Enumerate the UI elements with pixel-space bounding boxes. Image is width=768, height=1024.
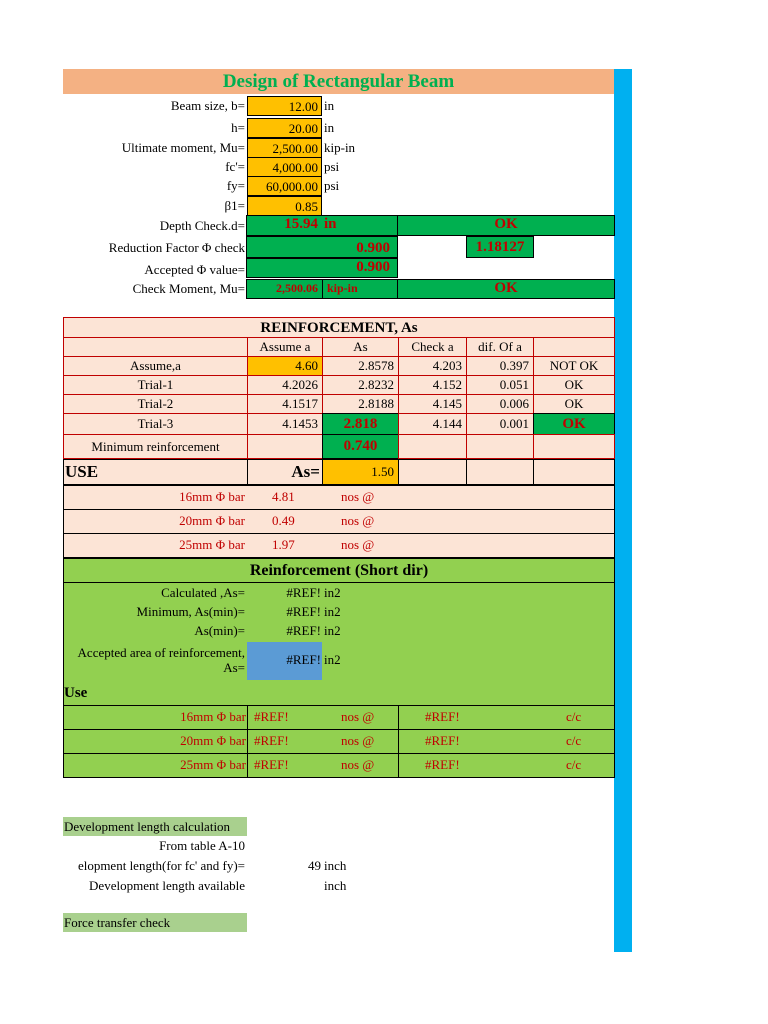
short-bar-label: 25mm Φ bar [180,757,246,772]
short-bar-unit: c/c [566,709,582,724]
table-row-assume-a: 4.2026 [247,375,323,395]
reduction-factor-extra[interactable]: 1.18127 [466,236,534,258]
table-row-label: Trial-2 [63,394,248,414]
beta1-cell[interactable]: 0.85 [247,196,322,216]
depth-check-label: Depth Check.d= [159,218,245,233]
table-row-status-final: OK [533,413,615,435]
short-dir-use-label: Use [64,685,88,701]
accepted-phi-value: 0.900 [356,259,390,275]
short-bar-divider [398,753,399,778]
bar-row-value[interactable]: 1.97 [272,537,295,552]
short-dir-accepted-unit: in2 [324,652,341,667]
table-row-as: 2.8578 [322,356,399,376]
beam-height-cell[interactable]: 20.00 [247,118,322,138]
use-blank-1 [398,459,467,485]
short-bar-unit: c/c [566,733,582,748]
short-bar-value[interactable]: #REF! [254,709,289,724]
table-row-status: OK [533,394,615,414]
depth-check-status: OK [494,216,518,232]
reinf-header-assume-a: Assume a [247,337,323,357]
short-bar-divider [247,753,248,778]
reinf-header-as: As [322,337,399,357]
as-value-cell[interactable]: 1.50 [322,459,399,485]
short-dir-minimum-value[interactable]: #REF! [286,604,321,619]
sheet-title: Design of Rectangular Beam [63,69,614,94]
fy-label: fy= [226,178,245,193]
short-bar-spacing[interactable]: #REF! [425,757,460,772]
short-dir-accepted-label-2: As= [223,660,245,675]
table-row-check-a: 4.152 [398,375,467,395]
bar-row-nos: nos @ [341,537,375,552]
bar-row-value[interactable]: 0.49 [272,513,295,528]
check-moment-divider-1 [322,279,323,299]
as-label: As= [247,459,323,485]
bar-row-value[interactable]: 4.81 [272,489,295,504]
fc-cell[interactable]: 4,000.00 [247,157,322,177]
development-available-unit: inch [324,878,347,893]
bar-row-nos: nos @ [341,513,375,528]
development-length-label: elopment length(for fc' and fy)= [77,858,245,873]
development-available-label: Development length available [89,878,245,893]
min-reinforcement-blank-2 [398,434,467,459]
bar-row-nos: nos @ [341,489,375,504]
short-bar-unit: c/c [566,757,582,772]
fc-unit: psi [324,159,340,174]
ultimate-moment-cell[interactable]: 2,500.00 [247,138,322,158]
table-row-assume-a: 4.1453 [247,413,323,435]
table-row-label: Trial-1 [63,375,248,395]
short-dir-accepted-label-1: Accepted area of reinforcement, [77,645,245,660]
table-row-as: 2.8232 [322,375,399,395]
table-row-check-a: 4.145 [398,394,467,414]
short-bar-value[interactable]: #REF! [254,757,289,772]
short-bar-divider [247,729,248,754]
check-moment-unit: kip-in [327,281,358,295]
bar-row-label: 25mm Φ bar [179,537,245,552]
short-dir-minimum-label: Minimum, As(min)= [136,604,245,619]
beam-height-unit: in [324,120,335,135]
check-moment-value[interactable]: 2,500.06 [276,281,318,295]
short-bar-nos: nos @ [341,733,375,748]
reinforcement-title: REINFORCEMENT, As [63,317,615,338]
force-transfer-title: Force transfer check [63,913,247,932]
short-dir-title: Reinforcement (Short dir) [63,558,615,583]
short-dir-asmin-value[interactable]: #REF! [286,623,321,638]
short-bar-spacing[interactable]: #REF! [425,709,460,724]
short-dir-calculated-label: Calculated ,As= [161,585,245,600]
use-blank-3 [533,459,615,485]
short-bar-nos: nos @ [341,757,375,772]
reduction-factor-value: 0.900 [356,240,390,256]
short-bar-spacing[interactable]: #REF! [425,733,460,748]
fc-label: fc'= [225,159,245,174]
table-row-label: Assume,a [63,356,248,376]
beam-width-unit: in [324,98,335,113]
min-reinforcement-blank-1 [247,434,323,459]
beam-width-cell[interactable]: 12.00 [247,96,322,116]
bar-row-label: 20mm Φ bar [179,513,245,528]
reinf-header-status [533,337,615,357]
short-bar-value[interactable]: #REF! [254,733,289,748]
right-edge-bar [614,69,632,952]
min-reinforcement-label: Minimum reinforcement [63,434,248,459]
accepted-phi-label: Accepted Φ value= [144,262,245,277]
table-row-status: OK [533,375,615,395]
reinf-header-check-a: Check a [398,337,467,357]
fy-unit: psi [324,178,340,193]
short-dir-asmin-unit: in2 [324,623,341,638]
reinf-header-blank [63,337,248,357]
use-blank-2 [466,459,534,485]
short-dir-accepted-value[interactable]: #REF! [247,642,322,680]
beta1-label: β1= [224,198,245,213]
short-bar-nos: nos @ [341,709,375,724]
min-reinforcement-blank-3 [466,434,534,459]
short-bar-divider [398,729,399,754]
table-row-check-a: 4.203 [398,356,467,376]
short-dir-minimum-unit: in2 [324,604,341,619]
table-row-as: 2.8188 [322,394,399,414]
table-row-label: Trial-3 [63,413,248,435]
short-dir-asmin-label: As(min)= [194,623,245,638]
table-row-as-final[interactable]: 2.818 [322,413,399,435]
short-bar-divider [247,705,248,730]
ultimate-moment-label: Ultimate moment, Mu= [121,140,245,155]
check-moment-status: OK [494,280,518,296]
table-row-dif-a: 0.006 [466,394,534,414]
check-moment-label: Check Moment, Mu= [132,281,245,296]
reduction-factor-label: Reduction Factor Φ check [108,240,245,255]
table-row-dif-a: 0.051 [466,375,534,395]
development-length-unit: inch [324,858,347,873]
fy-cell[interactable]: 60,000.00 [247,176,322,196]
beam-width-label: Beam size, b= [170,98,245,113]
table-row-assume-a: 4.1517 [247,394,323,414]
table-row-dif-a: 0.397 [466,356,534,376]
short-bar-label: 16mm Φ bar [180,709,246,724]
development-length-value[interactable]: 49 [308,858,321,873]
beam-height-label: h= [231,120,245,135]
table-row-dif-a: 0.001 [466,413,534,435]
reinf-header-dif-a: dif. Of a [466,337,534,357]
depth-check-unit: in [324,216,337,232]
min-reinforcement-value[interactable]: 0.740 [322,434,399,459]
from-table-label: From table A-10 [159,838,245,853]
table-row-status: NOT OK [533,356,615,376]
short-bar-divider [398,705,399,730]
short-dir-calculated-unit: in2 [324,585,341,600]
ultimate-moment-unit: kip-in [324,140,356,155]
short-bar-label: 20mm Φ bar [180,733,246,748]
table-row-assume-a[interactable]: 4.60 [247,356,323,376]
development-title: Development length calculation [63,817,247,836]
short-dir-calculated-value[interactable]: #REF! [286,585,321,600]
use-label: USE [63,459,248,485]
depth-check-value[interactable]: 15.94 [284,216,318,232]
bar-row-label: 16mm Φ bar [179,489,245,504]
min-reinforcement-blank-4 [533,434,615,459]
table-row-check-a: 4.144 [398,413,467,435]
